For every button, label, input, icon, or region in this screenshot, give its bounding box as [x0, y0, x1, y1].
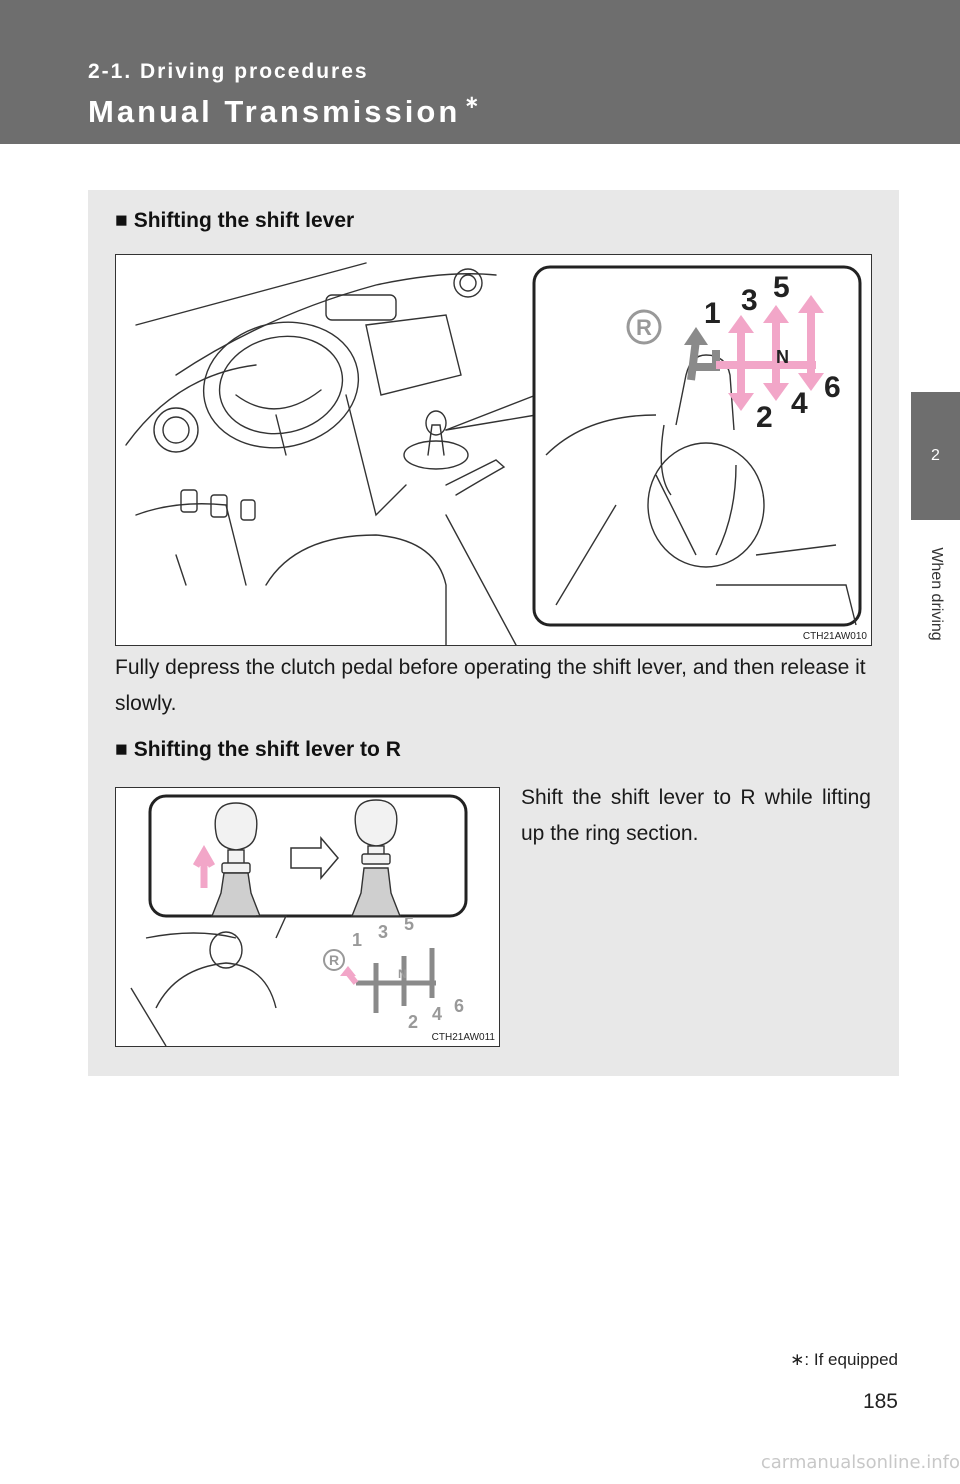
svg-text:1: 1 [352, 930, 363, 950]
page-number: 185 [862, 1390, 898, 1413]
svg-text:3: 3 [378, 922, 389, 942]
gear-6-label: 6 [824, 371, 841, 404]
page-title [88, 94, 479, 130]
section2-heading [115, 738, 401, 762]
section1-heading-text: Shifting the shift lever [133, 209, 355, 232]
bullet-square: ■ [115, 209, 128, 232]
small-shift-pattern [340, 948, 436, 1013]
figure-shift-to-r [115, 787, 500, 1047]
asterisk-mark: ∗ [464, 92, 480, 112]
gear-3-label: 3 [741, 284, 758, 317]
page-header [0, 0, 960, 144]
cockpit-illustration [116, 255, 871, 645]
gear-r-label: R [636, 315, 652, 340]
section2-text: Shift the shift lever to R while lifting up the ring section. [521, 786, 871, 845]
svg-text:N: N [398, 967, 407, 981]
shift-to-r-illustration [116, 788, 499, 1046]
svg-text:6: 6 [454, 996, 465, 1016]
svg-text:R: R [328, 952, 340, 968]
section-label: 2-1. Driving procedures [88, 60, 369, 83]
section2-heading-text: Shifting the shift lever to R [133, 738, 401, 761]
chapter-number: 2 [931, 447, 940, 464]
gear-n-label: N [776, 347, 789, 367]
footnote-text: : If equipped [804, 1350, 898, 1369]
svg-text:4: 4 [432, 1004, 443, 1024]
content-box [88, 190, 899, 1076]
gear-1-label: 1 [704, 297, 721, 330]
chapter-tab[interactable] [911, 392, 960, 520]
footnote-mark: ∗ [790, 1350, 805, 1369]
gear-4-label: 4 [791, 387, 808, 420]
svg-text:2: 2 [408, 1012, 419, 1032]
section1-heading [115, 209, 354, 233]
page-title-text: Manual Transmission [88, 94, 461, 129]
watermark: carmanualsonline.info [760, 1452, 960, 1473]
gear-5-label: 5 [773, 271, 790, 304]
figure-shift-lever [115, 254, 872, 646]
figure-code: CTH21AW010 [802, 631, 867, 642]
section1-text: Fully depress the clutch pedal before operating the shift lever, and then release it slowly. [115, 656, 866, 715]
figure-code: CTH21AW011 [431, 1032, 495, 1043]
chapter-label: When driving [928, 547, 945, 641]
footnote [790, 1350, 898, 1370]
bullet-square: ■ [115, 738, 128, 761]
gear-2-label: 2 [756, 401, 773, 434]
svg-text:5: 5 [404, 914, 415, 934]
